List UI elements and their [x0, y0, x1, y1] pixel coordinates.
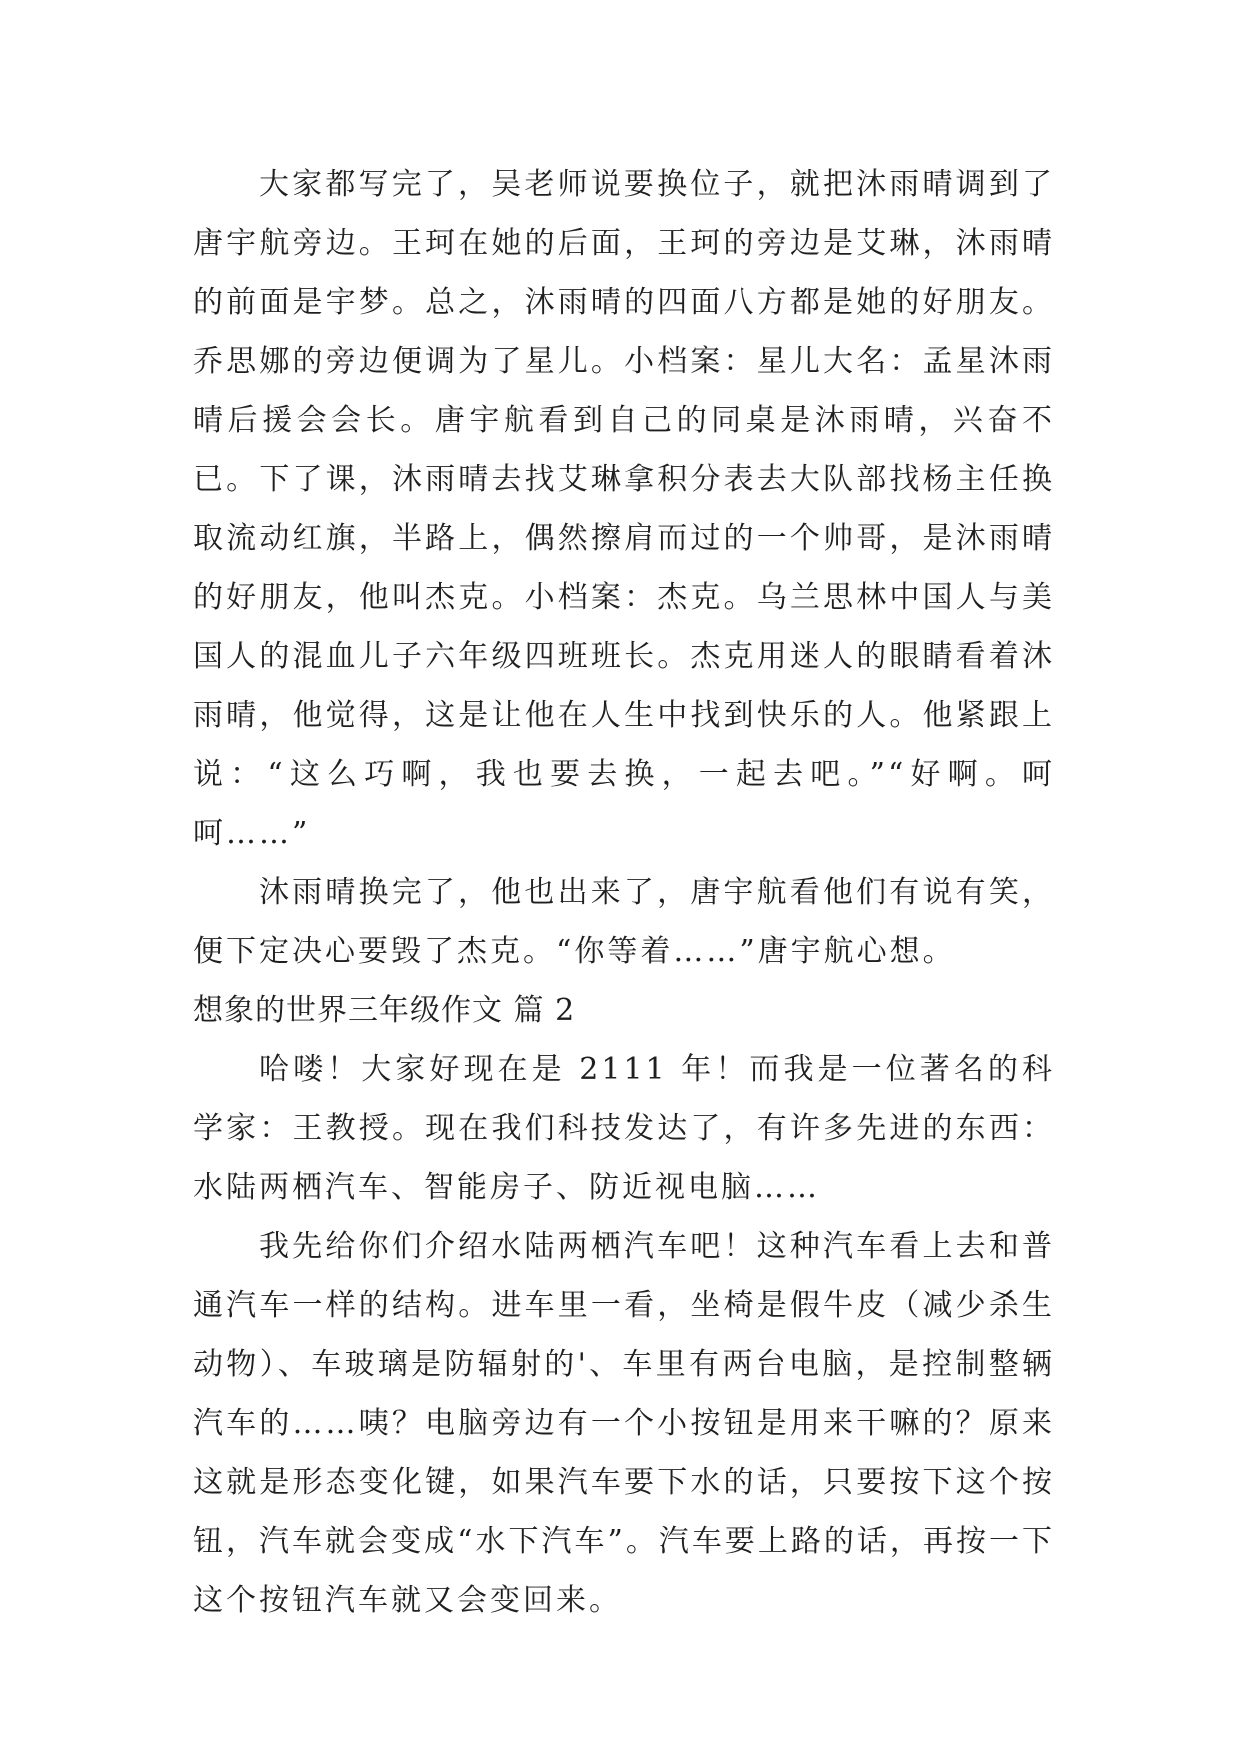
document-body [193, 155, 1055, 1630]
paragraph-seat-change: 大家都写完了，吴老师说要换位子，就把沐雨晴调到了唐宇航旁边。王珂在她的后面，王珂的旁边是艾琳，沐雨晴的前面是宇梦。总之，沐雨晴的四面八方都是她的好朋友。乔思娜的旁边便调为了星儿。小档案：星儿大名：孟星沐雨晴后援会会长。唐宇航看到自己的同桌是沐雨晴，兴奋不已。下了课，沐雨晴去找艾琳拿积分表去大队部找杨主任换取流动红旗，半路上，偶然擦肩而过的一个帅哥，是沐雨晴的好朋友，他叫杰克。小档案：杰克。乌兰思林中国人与美国人的混血儿子六年级四班班长。杰克用迷人的眼睛看着沐雨晴，他觉得，这是让他在人生中找到快乐的人。他紧跟上说：“这么巧啊，我也要去换，一起去吧。”“好啊。呵呵……” [193, 167, 1055, 851]
paragraph-professor-intro: 哈喽！大家好现在是 2111 年！而我是一位著名的科学家：王教授。现在我们科技发达了，有许多先进的东西：水陆两栖汽车、智能房子、防近视电脑…… [193, 1052, 1055, 1205]
paragraph-jack-plan: 沐雨晴换完了，他也出来了，唐宇航看他们有说有笑，便下定决心要毁了杰克。“你等着……”唐宇航心想。 [193, 875, 1055, 969]
section-heading: 想象的世界三年级作文 篇 2 [193, 993, 576, 1028]
paragraph-amphibious-car: 我先给你们介绍水陆两栖汽车吧！这种汽车看上去和普通汽车一样的结构。进车里一看，坐椅是假牛皮（减少杀生动物）、车玻璃是防辐射的'、车里有两台电脑，是控制整辆汽车的……咦？电脑旁边有一个小按钮是用来干嘛的？原来这就是形态变化键，如果汽车要下水的话，只要按下这个按钮，汽车就会变成“水下汽车”。汽车要上路的话，再按一下这个按钮汽车就又会变回来。 [193, 1229, 1055, 1618]
